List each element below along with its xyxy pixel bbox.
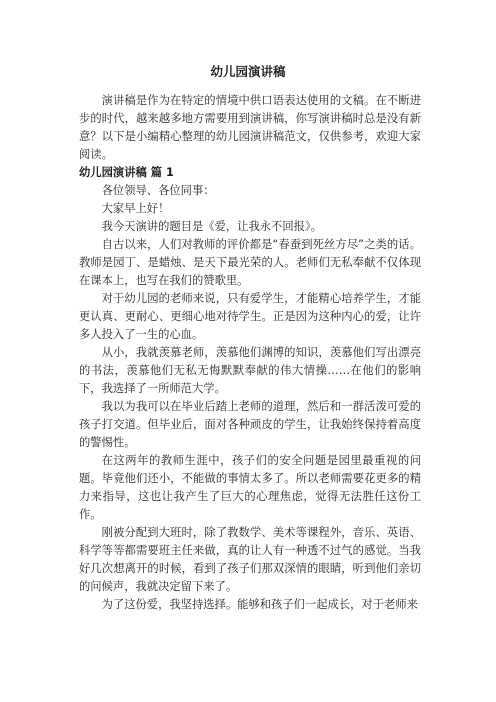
body-paragraph: 自古以来，人们对教师的评价都是“春蚕到死丝方尽”之类的话。教师是园丁、是蜡烛、是天下最光荣的人。老师们无私奉献不仅体现在课本上，也写在我们的赞歌里。	[79, 238, 421, 287]
body-paragraph: 我以为我可以在毕业后踏上老师的道理，然后和一群活泼可爱的孩子打交道。但毕业后，面对各种顽皮的学生，让我始终保持着高度的警惕性。	[79, 400, 421, 449]
section-heading: 幼儿园演讲稿 篇 1	[79, 166, 174, 179]
body-paragraph: 从小，我就羡慕老师，羡慕他们渊博的知识，羡慕他们写出漂亮的书法，羡慕他们无私无悔默默奉献的伟大情操……在他们的影响下，我选择了一所师范大学。	[79, 346, 421, 395]
body-paragraph: 在这两年的教师生涯中，孩子们的安全问题是园里最重视的问题。毕竟他们还小，不能做的事情太多了。所以老师需要花更多的精力来指导，这也让我产生了巨大的心理焦虑，觉得无法胜任这份工作。	[79, 454, 421, 521]
body-paragraph: 对于幼儿园的老师来说，只有爱学生，才能精心培养学生，才能更认真、更耐心、更细心地对待学生。正是因为这种内心的爱，让许多人投入了一生的心血。	[79, 292, 421, 341]
document-title: 幼儿园演讲稿	[210, 64, 286, 79]
body-paragraph: 各位领导、各位同事：	[101, 184, 215, 197]
body-paragraph: 为了这份爱，我坚持选择。能够和孩子们一起成长，对于老师来	[101, 598, 418, 611]
body-paragraph: 我今天演讲的题目是《爱，让我永不回报》。	[101, 220, 322, 233]
body-paragraph: 大家早上好！	[101, 202, 170, 215]
body-paragraph: 刚被分配到大班时，除了教数学、美术等课程外，音乐、英语、科学等等都需要班主任来做，真的让人有一种透不过气的感觉。当我好几次想离开的时候，看到了孩子们那双深情的眼睛，听到他们亲切的问候声，我就决定留下来了。	[79, 526, 421, 593]
document-body	[79, 92, 421, 614]
intro-paragraph: 演讲稿是作为在特定的情境中供口语表达使用的文稿。在不断进步的时代，越来越多地方需要用到演讲稿，你写演讲稿时总是没有新意？以下是小编精心整理的幼儿园演讲稿范文，仅供参考，欢迎大家阅读。	[79, 94, 421, 161]
